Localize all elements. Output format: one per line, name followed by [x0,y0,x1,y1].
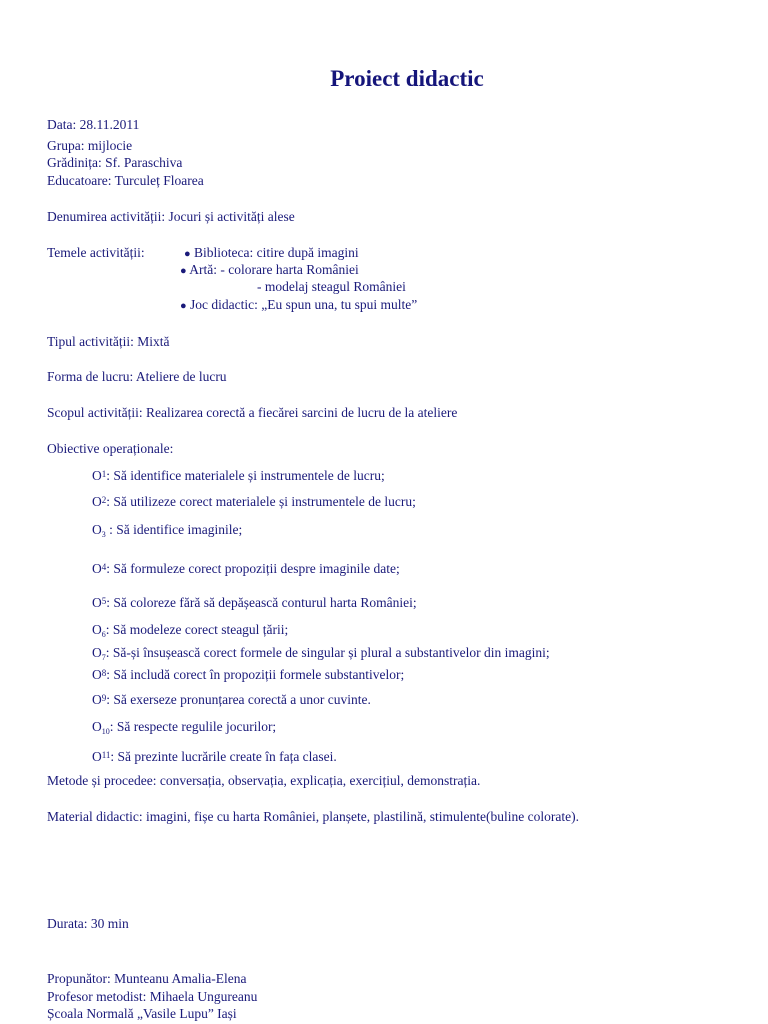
teacher-line: Educatoare: Turculeț Floarea [47,173,204,188]
objective-item: $O^1$: Să identifice materialele și instrumentele de lucru; [92,468,385,483]
objective-item: $O^4$: Să formuleze corect propoziții despre imaginile date; [92,561,400,576]
methods-line: Metode și procedee: conversația, observația, explicația, exercițiul, demonstrația. [47,773,481,788]
objective-item: $O^8$: Să includă corect în propoziții formele substantivelor; [92,667,405,682]
objective-item: $O^{11}$: Să prezinte lucrările create în fața clasei. [92,749,337,764]
bullet-icon: ● [180,265,187,277]
theme-item-art-sub: - modelaj steagul României [257,279,406,294]
activity-type-line: Tipul activității: Mixtă [47,334,170,349]
objective-item: $O_{10}$: Să respecte regulile jocurilor; [92,719,277,736]
duration-line: Durata: 30 min [47,916,129,931]
objective-item: $O^5$: Să coloreze fără să depășească conturul harta României; [92,595,417,610]
theme-item-game: ● Joc didactic: „Eu spun una, tu spui multe” [180,297,418,312]
document-title: Proiect didactic [330,66,484,91]
group-line: Grupa: mijlocie [47,138,133,153]
work-form-line: Forma de lucru: Ateliere de lucru [47,369,227,384]
objective-item: $O^9$: Să exerseze pronunțarea corectă a unor cuvinte. [92,692,371,707]
themes-label: Temele activității: [47,245,145,260]
methodist-line: Profesor metodist: Mihaela Ungureanu [47,989,258,1004]
theme-item-library: ● Biblioteca: citire după imagini [184,245,359,260]
theme-item-art: ● Artă: - colorare harta României [180,262,359,277]
objective-item: $O_3$ : Să identifice imaginile; [92,522,243,539]
bullet-icon: ● [184,248,191,260]
materials-line: Material didactic: imagini, fișe cu harta României, planșete, plastilină, stimulente(buline colorate). [47,809,579,824]
bullet-icon: ● [180,300,187,312]
objectives-label: Obiective operaționale: [47,441,174,456]
objective-item: $O_7$: Să-și însușească corect formele de singular și plural a substantivelor din imagini; [92,645,550,662]
school-line: Școala Normală „Vasile Lupu” Iași [47,1006,237,1021]
date-line: Data: 28.11.2011 [47,117,140,132]
objective-item: $O^2$: Să utilizeze corect materialele și instrumentele de lucru; [92,494,416,509]
proposer-line: Propunător: Munteanu Amalia-Elena [47,971,247,986]
kindergarten-line: Grădinița: Sf. Paraschiva [47,155,183,170]
activity-purpose-line: Scopul activității: Realizarea corectă a fiecărei sarcini de lucru de la ateliere [47,405,458,420]
activity-name-line: Denumirea activității: Jocuri și activități alese [47,209,295,224]
objective-item: $O_6$: Să modeleze corect steagul țării; [92,622,289,639]
